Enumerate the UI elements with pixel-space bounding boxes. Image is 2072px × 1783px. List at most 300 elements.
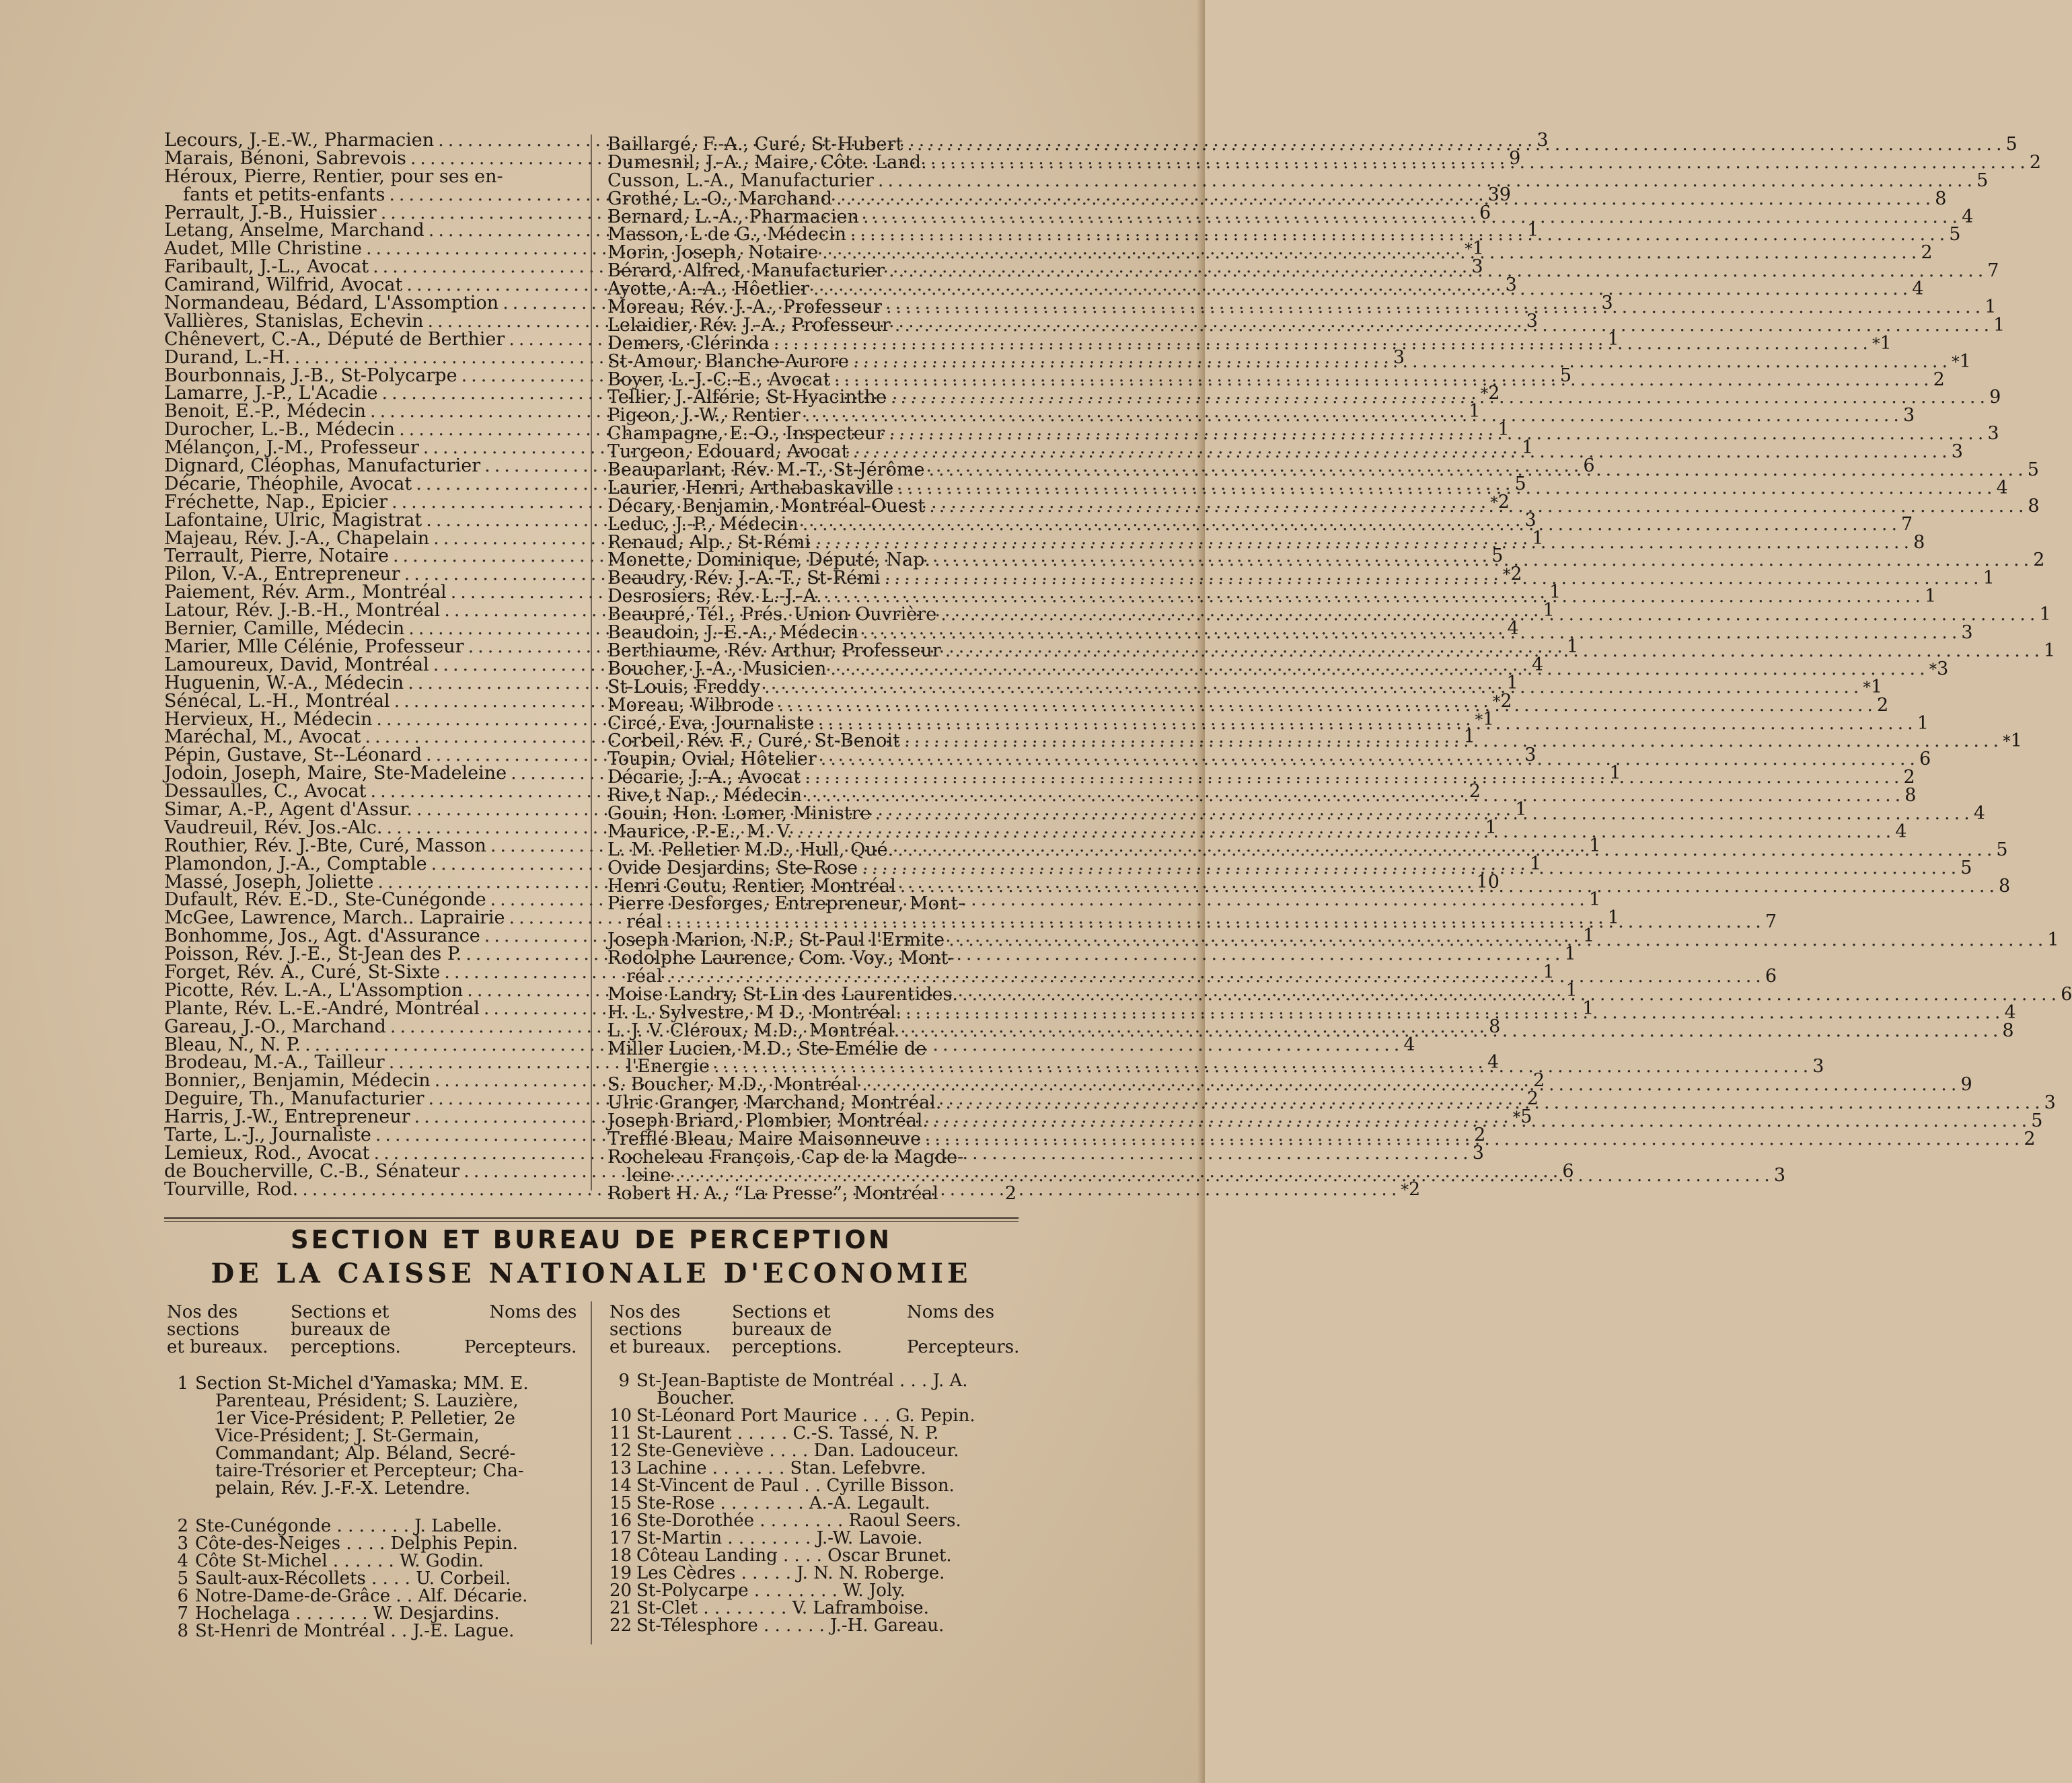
entry-mark: * xyxy=(1952,353,1960,371)
entry-name: Moise Landry, St-Lin des Laurentides. xyxy=(607,983,958,1005)
entry-name: Vallières, Stanislas, Echevin xyxy=(164,310,424,332)
leader-dots xyxy=(930,552,2033,570)
entry-name: Rive,t Nap., Médecin xyxy=(607,785,802,806)
leader-dots xyxy=(801,407,1903,425)
section-text: Boucher. xyxy=(657,1388,735,1408)
entry-count: 1 xyxy=(1588,889,1601,911)
section-number: 14 xyxy=(609,1476,632,1496)
leader-dots xyxy=(885,425,1987,443)
entry-mark: * xyxy=(1401,1181,1409,1199)
leader-dots xyxy=(880,570,1983,588)
entry-name: Gareau, J.-O., Marchand xyxy=(164,1016,386,1037)
leader-dots xyxy=(809,280,1912,299)
entry-name: Ovide Desjardins, Ste-Rose xyxy=(607,857,858,878)
entry-name: leine xyxy=(626,1164,671,1186)
section-number: 17 xyxy=(609,1528,632,1548)
leader-dots xyxy=(958,986,2061,1004)
entry-count: 1 xyxy=(1543,961,1555,983)
entry-name: L. M. Pelletier M.D., Hull, Qué. xyxy=(607,839,894,860)
entry-mark: * xyxy=(1475,711,1483,729)
section-row xyxy=(609,1529,1016,1547)
leader-dots xyxy=(871,805,1974,823)
leader-dots xyxy=(927,154,2030,172)
list-item xyxy=(607,495,2040,517)
section-text: Côte-des-Neiges . . . . Delphis Pepin. xyxy=(195,1533,519,1554)
section-number: 12 xyxy=(609,1441,632,1461)
entry-count: 1 xyxy=(1549,582,1561,603)
entry-name: Berthiaume, Rév. Arthur, Professeur xyxy=(607,640,941,661)
leader-dots xyxy=(858,860,1960,878)
entry-name: McGee, Lawrence, March.. Laprairie xyxy=(164,907,505,929)
entry-name: Bonhomme, Jos., Agt. d'Assurance xyxy=(164,925,480,947)
leader-dots xyxy=(671,1167,1774,1185)
section-number: 10 xyxy=(609,1406,632,1426)
entry-name: Cusson, L.-A., Manufacturier xyxy=(607,169,874,191)
entry-name: Pierre Desforges, Entrepreneur, Mont- xyxy=(607,893,965,915)
section-number: 7 xyxy=(177,1603,188,1624)
section-list-right xyxy=(609,1372,1016,1634)
section-text: St-Vincent de Paul . . Cyrille Bisson. xyxy=(636,1476,955,1496)
entry-count: 1 xyxy=(1483,708,1495,730)
section-row xyxy=(609,1582,1016,1599)
entry-name: Rodolphe Laurence, Com. Voy., Mont- xyxy=(607,948,955,969)
leader-dots xyxy=(770,335,1872,353)
entry-name: Normandeau, Bédard, L'Assomption xyxy=(164,293,499,314)
list-item xyxy=(607,640,2056,661)
entry-name: Lafontaine, Ulric, Magistrat xyxy=(164,509,422,531)
section-text: Hochelaga . . . . . . . W. Desjardins. xyxy=(195,1603,500,1624)
entry-name: Moreau, Wilbrode xyxy=(607,694,774,716)
section-text: taire-Trésorier et Percepteur; Cha- xyxy=(215,1461,524,1481)
entry-count: 1 xyxy=(1609,763,1621,784)
entry-count: 1 xyxy=(1506,672,1518,693)
entry-count: 1 xyxy=(2047,930,2059,951)
entry-name: Demers, Clérinda xyxy=(607,332,770,354)
entry-name: Audet, Mlle Christine xyxy=(164,238,362,260)
entry-mark: * xyxy=(1480,385,1489,404)
entry-name: Renaud, Alp., St-Rémi xyxy=(607,531,811,553)
entry-count: 1 xyxy=(1485,817,1497,838)
section-text: St-Martin . . . . . . . . J.-W. Lavoie. xyxy=(636,1528,923,1548)
entry-count: 6 xyxy=(1562,1160,1574,1182)
leader-dots xyxy=(941,1094,2044,1112)
section-number: 13 xyxy=(609,1458,632,1478)
leader-dots xyxy=(760,679,1863,697)
entry-mark: * xyxy=(1465,241,1473,259)
list-item xyxy=(607,694,1889,716)
leader-dots xyxy=(849,353,1952,371)
leader-dots xyxy=(846,226,1949,244)
leader-dots xyxy=(896,878,1999,896)
section-row xyxy=(168,1410,576,1427)
entry-name: Terrault, Pierre, Notaire xyxy=(164,545,389,567)
entry-name: Latour, Rév. J.-B.-H., Montréal xyxy=(164,600,441,621)
section-number: 18 xyxy=(609,1546,632,1566)
section-number: 15 xyxy=(609,1493,632,1513)
entry-name: Corbeil, Rév. F., Curé, St-Benoit xyxy=(607,730,900,752)
entry-name: Beaudoin, J.-E.-A., Médecin xyxy=(607,622,859,644)
section-number: 2 xyxy=(177,1516,188,1536)
entry-name: Moreau, Rév. J.-A., Professeur xyxy=(607,297,882,318)
list-item xyxy=(607,169,1989,191)
entry-name: L. J. V. Cléroux, M.D., Montréal. xyxy=(607,1020,900,1041)
entry-name: Maréchal, M., Avocat xyxy=(164,726,361,748)
entry-count: 3 xyxy=(1472,1142,1484,1164)
entry-count: 3 xyxy=(1505,274,1517,296)
leader-dots xyxy=(811,534,1913,552)
entry-name: Huguenin, W.-A., Médecin xyxy=(164,672,404,693)
entry-name: Majeau, Rév. J.-A., Chapelain xyxy=(164,527,430,549)
entry-count: 8 xyxy=(1489,1016,1501,1037)
list-item xyxy=(607,549,2045,571)
header-section-names-right: Sections et bureaux de perceptions. xyxy=(732,1302,842,1357)
list-item xyxy=(607,730,2022,752)
entry-count: 1 xyxy=(1589,835,1601,856)
list-item xyxy=(607,785,1917,806)
entry-count: 5 xyxy=(1960,857,1972,878)
leader-dots xyxy=(924,461,2027,480)
section-row xyxy=(609,1494,1016,1512)
entry-name: Routhier, Rév. J.-Bte, Curé, Masson xyxy=(164,835,486,856)
section-number: 20 xyxy=(609,1581,632,1601)
entry-name: Trefflé Bleau, Maire Maisonneuve xyxy=(607,1128,922,1149)
section-row xyxy=(609,1547,1016,1564)
section-row xyxy=(168,1375,576,1392)
entry-count: 5 xyxy=(1520,1106,1532,1128)
section-row xyxy=(609,1372,1016,1390)
entry-name: Laurier, Henri, Arthabaskaville xyxy=(607,477,894,498)
entry-count: 1 xyxy=(2039,604,2051,625)
entry-count: 5 xyxy=(1559,365,1571,386)
entry-name: Tourville, Rod. xyxy=(164,1178,299,1200)
entry-mark: * xyxy=(1929,660,1937,679)
entry-name: de Boucherville, C.-B., Sénateur xyxy=(164,1160,460,1182)
entry-count: 3 xyxy=(1902,405,1915,426)
leader-dots xyxy=(832,190,1935,208)
leader-dots xyxy=(663,913,1765,932)
entry-name: Beaupré, Tél., Prés. Union Ouvrière xyxy=(607,604,937,625)
section-rule-top xyxy=(164,1217,1019,1219)
entry-name: Bourbonnais, J.-B., St-Polycarpe xyxy=(164,365,457,386)
entry-count: 1 xyxy=(1472,238,1484,260)
entry-count: 8 xyxy=(1904,785,1917,806)
entry-count: 2 xyxy=(1408,1178,1421,1200)
leader-dots xyxy=(792,823,1895,841)
entry-name: Letang, Anselme, Marchand xyxy=(164,220,424,241)
list-item xyxy=(607,749,1931,770)
list-item xyxy=(607,1128,2036,1149)
entry-count: 2 xyxy=(1488,383,1500,404)
list-item xyxy=(607,1092,2056,1114)
list-item xyxy=(607,332,1892,354)
section-row xyxy=(168,1517,576,1535)
entry-name: Dufault, Rév. E.-D., Ste-Cunégonde xyxy=(164,889,486,911)
leader-dots xyxy=(801,769,1903,787)
entry-name: Robert H. A., “La Presse”, Montréal xyxy=(607,1182,939,1204)
entry-name: Massé, Joseph, Joliette xyxy=(164,871,374,893)
section-row xyxy=(168,1570,576,1587)
entry-count: 3 xyxy=(1537,130,1549,151)
section-row xyxy=(609,1390,1016,1407)
section-row xyxy=(168,1392,576,1410)
section-row xyxy=(168,1480,576,1497)
leader-dots xyxy=(903,136,2005,154)
list-item xyxy=(607,839,2008,860)
entry-count: 3 xyxy=(1987,423,1999,445)
entry-count: 2 xyxy=(1469,781,1481,802)
entry-name: Mélançon, J.-M., Professeur xyxy=(164,437,419,459)
entry-count: 2 xyxy=(1004,1182,1016,1204)
entry-count: 7 xyxy=(1901,513,1913,535)
entry-name: Lamarre, J.-P., L'Acadie xyxy=(164,383,378,404)
section-row xyxy=(609,1407,1016,1425)
leader-dots xyxy=(899,1022,2002,1040)
entry-count: 10 xyxy=(1476,871,1500,893)
list-item xyxy=(607,568,1995,589)
entry-count: 3 xyxy=(1812,1056,1824,1077)
header-section-numbers-right: Nos des sections et bureaux. xyxy=(609,1302,711,1357)
entry-name: Bleau, N., N. P. xyxy=(164,1034,301,1055)
entry-name: Camirand, Wilfrid, Avocat xyxy=(164,274,403,296)
section-text: Ste-Rose . . . . . . . . A.-A. Legault. xyxy=(636,1493,930,1513)
entry-name: Beaudry, Rév. J.-A.-T., St-Rémi xyxy=(607,568,881,589)
section-number: 3 xyxy=(177,1533,188,1554)
entry-name: Lecours, J.-E.-W., Pharmacien xyxy=(164,130,435,151)
entry-name: Toupin, Ovial, Hôtelier xyxy=(607,749,817,770)
list-item xyxy=(607,531,1925,553)
section-text: Ste-Dorothée . . . . . . . . Raoul Seers. xyxy=(636,1511,961,1531)
entry-count: 1 xyxy=(1870,676,1883,697)
entry-count: 1 xyxy=(1469,401,1481,422)
entry-count: 2 xyxy=(1500,690,1512,712)
section-rule-top-thin xyxy=(164,1221,1019,1222)
entry-name: St-Amour, Blanche-Aurore xyxy=(607,350,849,372)
entry-name: St-Louis, Freddy xyxy=(607,676,761,697)
entry-count: 2 xyxy=(1474,1124,1486,1145)
entry-count: 1 xyxy=(1880,332,1892,354)
entry-count: 5 xyxy=(2031,1110,2043,1132)
entry-name: Tellier, J.-Alférie, St-Hyacinthe xyxy=(607,387,887,408)
section-row xyxy=(168,1552,576,1570)
leader-dots xyxy=(663,968,1765,986)
section-row xyxy=(609,1512,1016,1529)
entry-count: 1 xyxy=(1917,712,1929,734)
entry-count: 6 xyxy=(1765,965,1777,987)
list-item xyxy=(607,676,1883,697)
list-item xyxy=(607,930,2059,951)
entry-count: 5 xyxy=(1491,545,1504,567)
entry-count: 2 xyxy=(2029,151,2042,173)
section-text: Côteau Landing . . . . Oscar Brunet. xyxy=(636,1546,952,1566)
entry-count: 1 xyxy=(1566,636,1578,657)
entry-name: l'Energie xyxy=(626,1056,710,1077)
entry-count: 4 xyxy=(1895,821,1907,842)
entry-name: Grothé, L.-O., Marchand xyxy=(607,188,832,209)
list-item xyxy=(607,206,1974,227)
list-item xyxy=(164,165,576,187)
list-item xyxy=(607,1146,1016,1168)
leader-dots xyxy=(802,787,1904,805)
section-text: St-Télesphore . . . . . . J.-H. Gareau. xyxy=(636,1616,945,1636)
entry-count: 1 xyxy=(1607,328,1619,350)
section-text: 1er Vice-Président; P. Pelletier, 2e xyxy=(215,1408,515,1429)
section-number: 6 xyxy=(177,1586,188,1606)
entry-count: 7 xyxy=(1987,260,1999,282)
list-item xyxy=(607,477,2008,498)
entry-count: 3 xyxy=(1937,658,1949,679)
leader-dots xyxy=(936,606,2039,624)
section-text: Vice-Président; J. St-Germain, xyxy=(215,1426,480,1446)
entry-count: 8 xyxy=(1935,188,1947,209)
entry-count: 1 xyxy=(1564,944,1576,965)
leader-dots xyxy=(874,172,1976,190)
entry-count: 2 xyxy=(1933,369,1945,390)
entry-count: 8 xyxy=(1999,875,2011,897)
entry-name: Héroux, Pierre, Rentier, pour ses en- xyxy=(164,165,503,187)
leader-dots xyxy=(901,1004,2004,1022)
entry-count: 39 xyxy=(1487,184,1511,205)
leader-dots xyxy=(710,1058,1812,1076)
list-item xyxy=(607,604,2051,625)
section-text: St-Jean-Baptiste de Montréal . . . J. A. xyxy=(636,1371,968,1391)
entry-count: 3 xyxy=(1951,441,1963,463)
leader-dots xyxy=(921,1131,2024,1149)
list-item xyxy=(607,314,2005,336)
entry-name: Gouin, Hon. Lomer, Ministre xyxy=(607,802,871,824)
entry-count: 7 xyxy=(1765,911,1777,933)
entry-name: Dumesnil, J.-A., Maire, Côte. Land. xyxy=(607,151,927,173)
entry-mark: * xyxy=(1492,693,1501,711)
header-collectors: Noms des Percepteurs. xyxy=(464,1302,577,1357)
entry-count: 2 xyxy=(1497,491,1510,513)
entry-name: S. Boucher, M.D., Montréal xyxy=(607,1074,858,1096)
entry-name: Joseph Briard, Plombier, Montréal. xyxy=(607,1110,929,1132)
list-item xyxy=(607,459,2039,481)
entry-name: Durand, L.-H. xyxy=(164,346,291,368)
entry-count: 3 xyxy=(1471,256,1483,278)
leader-dots xyxy=(941,642,2044,660)
entry-name: Morin, Joseph, Notaire xyxy=(607,242,819,264)
list-item xyxy=(607,802,1985,824)
leader-dots xyxy=(774,697,1877,715)
entry-count: 6 xyxy=(1919,749,1931,770)
entry-count: 1 xyxy=(1959,350,1971,372)
entry-count: 9 xyxy=(1960,1074,1972,1096)
section-row xyxy=(168,1535,576,1552)
section-number: 4 xyxy=(177,1551,188,1571)
entry-count: 1 xyxy=(1463,726,1475,748)
section-text: Lachine . . . . . . . Stan. Lefebvre. xyxy=(636,1458,926,1478)
leader-dots xyxy=(815,715,1917,733)
entry-count: 4 xyxy=(1996,477,2008,498)
leader-dots xyxy=(891,317,1993,335)
leader-dots xyxy=(822,588,1925,606)
entry-name: Maurice, P.-E., M. V. xyxy=(607,821,792,842)
entry-name: Décarie, Théophile, Avocat xyxy=(164,473,412,494)
entry-name: réal xyxy=(626,965,663,987)
section-text: Ste-Cunégonde . . . . . . . J. Labelle. xyxy=(195,1516,503,1536)
section-list-left xyxy=(168,1375,576,1640)
list-item xyxy=(607,712,1929,734)
entry-name: Boyer, L.-J.-C.-E., Avocat xyxy=(607,369,831,390)
list-item xyxy=(607,513,1913,535)
section-title: SECTION ET BUREAU DE PERCEPTION xyxy=(291,1225,892,1254)
entry-count: 4 xyxy=(2004,1001,2016,1023)
entry-name: Sénécal, L.-H., Montréal xyxy=(164,690,390,712)
entry-name: Turgeon, Edouard, Avocat xyxy=(607,441,849,463)
entry-name: Bérard, Alfred, Manufacturier xyxy=(607,260,885,282)
entry-name: Benoit, E.-P., Médecin xyxy=(164,401,367,422)
list-item xyxy=(607,242,1933,264)
entry-name: Bernard, L.-A., Pharmacien xyxy=(607,206,859,227)
entry-count: 4 xyxy=(1403,1034,1415,1055)
entry-name: Rocheleau François, Cap de la Magde- xyxy=(607,1146,964,1168)
entry-count: 3 xyxy=(1526,310,1538,332)
section-text: St-Henri de Montréal . . J.-E. Lague. xyxy=(195,1621,515,1641)
list-item xyxy=(607,297,1997,318)
entry-count: 1 xyxy=(1522,437,1534,459)
entry-count: 3 xyxy=(2044,1092,2056,1114)
entry-count: 2 xyxy=(1876,694,1889,716)
section-number: 1 xyxy=(177,1373,188,1394)
section-text: Section St-Michel d'Yamaska; MM. E. xyxy=(195,1373,529,1394)
list-item xyxy=(607,1110,2043,1132)
entry-mark: * xyxy=(1872,335,1880,353)
entry-name: H. L. Sylvestre, M D., Montréal. xyxy=(607,1001,902,1023)
list-item xyxy=(607,857,1972,878)
entry-name: Poisson, Rév. J.-E., St-Jean des P. xyxy=(164,944,462,965)
leader-dots xyxy=(893,480,1996,498)
section-column-divider xyxy=(591,1301,592,1644)
entry-count: 8 xyxy=(1913,531,1925,553)
leader-dots xyxy=(882,299,1985,317)
section-row xyxy=(168,1587,576,1605)
section-text: Sault-aux-Récollets . . . . U. Corbeil. xyxy=(195,1568,511,1589)
list-item xyxy=(607,224,1961,245)
section-row xyxy=(609,1477,1016,1494)
entry-name: Décary, Benjamin, Montréal-Ouest xyxy=(607,495,926,517)
entry-name: Dessaulles, C., Avocat xyxy=(164,781,367,802)
entry-name: Marier, Mlle Célénie, Professeur xyxy=(164,636,464,657)
entry-name: Dignard, Cléophas, Manufacturier xyxy=(164,455,481,477)
section-text: Commandant; Alp. Béland, Secré- xyxy=(215,1443,516,1464)
entry-count: 1 xyxy=(1565,979,1578,1001)
entry-count: 8 xyxy=(2002,1020,2014,1041)
entry-count: 6 xyxy=(2061,983,2072,1005)
section-row xyxy=(168,1605,576,1622)
entry-mark: * xyxy=(1863,679,1871,697)
entry-count: 4 xyxy=(1507,618,1519,640)
entry-name: Jodoin, Joseph, Maire, Ste-Madeleine xyxy=(164,763,507,784)
entry-count: 2 xyxy=(1532,1070,1545,1092)
leader-dots xyxy=(893,841,1996,860)
leader-dots xyxy=(885,262,1987,280)
leader-dots xyxy=(848,443,1951,461)
entry-count: 1 xyxy=(1985,297,1997,318)
section-text: St-Léonard Port Maurice . . . G. Pepin. xyxy=(636,1406,975,1426)
entry-count: 5 xyxy=(2005,134,2018,155)
list-item xyxy=(607,387,2001,408)
entry-count: 1 xyxy=(2010,730,2022,752)
entry-name: Hervieux, H., Médecin xyxy=(164,708,373,730)
section-row xyxy=(609,1599,1016,1617)
entry-name: Bernier, Camille, Médecin xyxy=(164,618,405,640)
section-row xyxy=(168,1462,576,1480)
entry-name: Monette, Dominique, Député, Nap. xyxy=(607,549,930,571)
entry-count: 8 xyxy=(2028,495,2040,517)
section-text: St-Clet . . . . . . . . V. Laframboise. xyxy=(636,1598,929,1618)
entry-mark: * xyxy=(1502,566,1511,584)
